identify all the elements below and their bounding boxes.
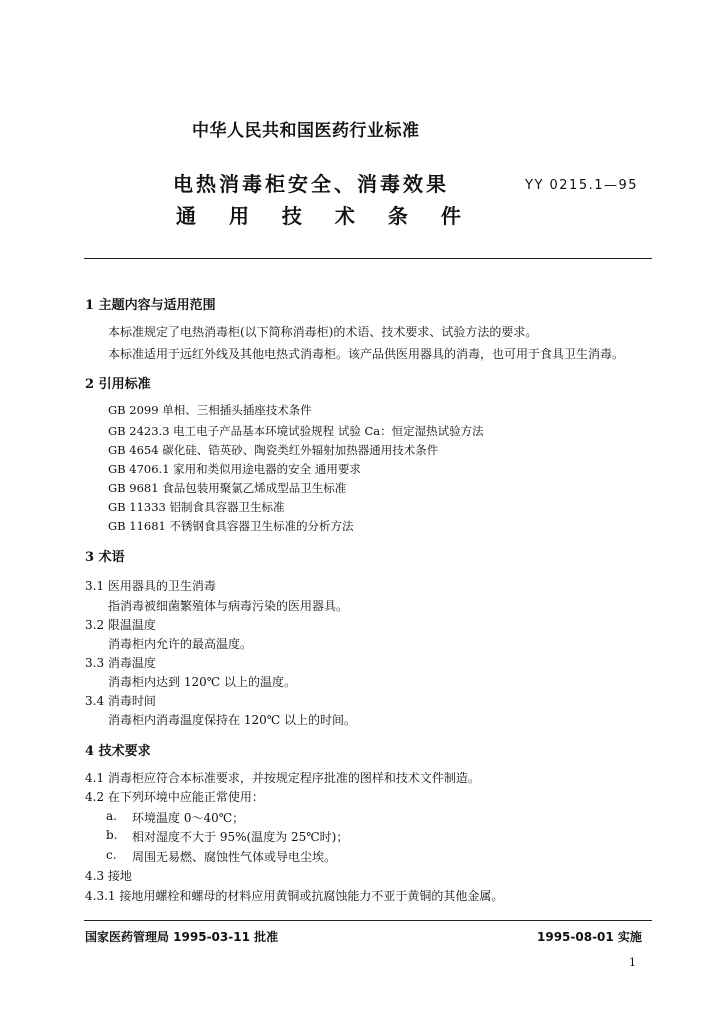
approval-line: 国家医药管理局 1995-03-11 批准: [85, 930, 279, 944]
org-title: 中华人民共和国医药行业标准: [192, 121, 420, 141]
section-3-heading: 3 术语: [85, 550, 125, 565]
clause-4-1: 4.1 消毒柜应符合本标准要求，并按规定程序批准的图样和技术文件制造。: [85, 771, 480, 785]
clause-4-2: 4.2 在下列环境中应能正常使用：: [85, 790, 264, 804]
list-item-text: 周围无易燃、腐蚀性气体或导电尘埃。: [132, 850, 337, 864]
footer-rule: [84, 920, 652, 921]
term-3-1-definition: 指消毒被细菌繁殖体与病毒污染的医用器具。: [108, 599, 349, 613]
reference-item: GB 4706.1 家用和类似用途电器的安全 通用要求: [108, 462, 361, 476]
clause-4-3-1: 4.3.1 接地用螺栓和螺母的材料应用黄铜或抗腐蚀能力不亚于黄铜的其他金属。: [85, 889, 504, 903]
document-title-line-1: 电热消毒柜安全、消毒效果: [173, 172, 449, 196]
term-3-3-definition: 消毒柜内达到 120℃ 以上的温度。: [108, 675, 296, 689]
term-3-3-title: 3.3 消毒温度: [85, 656, 156, 670]
reference-item: GB 9681 食品包装用聚氯乙烯成型品卫生标准: [108, 481, 347, 495]
section-1-heading: 1 主题内容与适用范围: [85, 298, 216, 313]
reference-item: GB 2423.3 电工电子产品基本环境试验规程 试验 Ca：恒定湿热试验方法: [108, 424, 484, 438]
term-3-4-definition: 消毒柜内消毒温度保持在 120℃ 以上的时间。: [108, 713, 356, 727]
reference-item: GB 11681 不锈钢食具容器卫生标准的分析方法: [108, 519, 354, 533]
list-item-label: a.: [106, 809, 117, 823]
list-item-text: 环境温度 0～40℃；: [132, 811, 245, 825]
section-1-paragraph-2: 本标准适用于远红外线及其他电热式消毒柜。该产品供医用器具的消毒，也可用于食具卫生消毒。: [108, 347, 625, 361]
header-rule: [84, 258, 652, 259]
list-item-label: c.: [106, 848, 117, 862]
reference-item: GB 2099 单相、三相插头插座技术条件: [108, 403, 312, 417]
page-number: 1: [629, 956, 636, 969]
document-title-line-2: 通 用 技 术 条 件: [176, 204, 467, 228]
term-3-2-definition: 消毒柜内允许的最高温度。: [108, 637, 253, 651]
clause-4-3: 4.3 接地: [85, 869, 132, 883]
reference-item: GB 11333 铝制食具容器卫生标准: [108, 500, 285, 514]
term-3-1-title: 3.1 医用器具的卫生消毒: [85, 579, 216, 593]
list-item-label: b.: [106, 828, 118, 842]
effective-date: 1995-08-01 实施: [537, 930, 642, 944]
document-number: YY 0215.1—95: [525, 178, 639, 193]
list-item-text: 相对湿度不大于 95%(温度为 25℃时)；: [132, 830, 349, 844]
term-3-4-title: 3.4 消毒时间: [85, 694, 156, 708]
reference-item: GB 4654 碳化硅、锆英砂、陶瓷类红外辐射加热器通用技术条件: [108, 443, 439, 457]
section-1-paragraph-1: 本标准规定了电热消毒柜(以下简称消毒柜)的术语、技术要求、试验方法的要求。: [108, 325, 538, 339]
section-2-heading: 2 引用标准: [85, 377, 151, 392]
section-4-heading: 4 技术要求: [85, 744, 151, 759]
term-3-2-title: 3.2 限温温度: [85, 618, 156, 632]
